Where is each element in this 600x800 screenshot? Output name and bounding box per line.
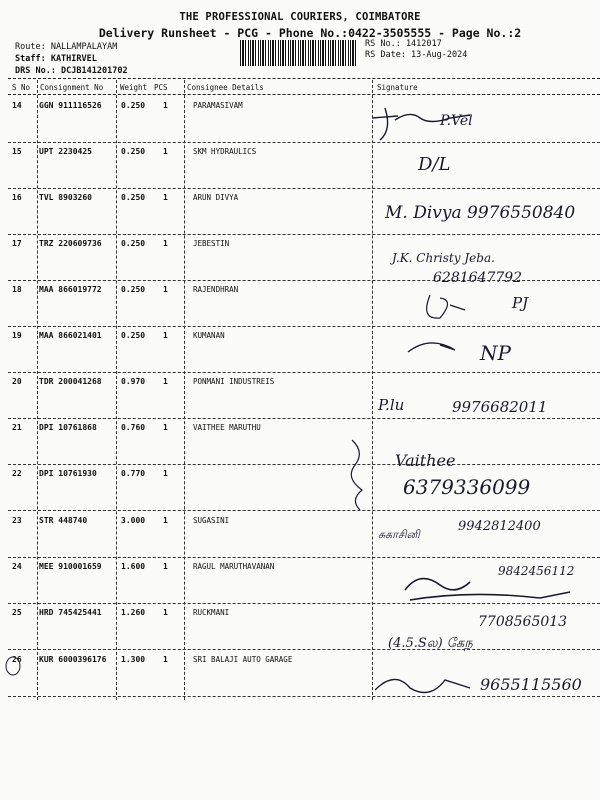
row-sno: 18 (12, 285, 22, 294)
signature-row-14: P.Vel (440, 113, 473, 129)
col-header-pcs: PCS (154, 83, 168, 92)
row-sno: 15 (12, 147, 22, 156)
row-sno: 16 (12, 193, 22, 202)
consignee-name: SKM HYDRAULICS (193, 147, 257, 156)
weight-value: 0.250 (121, 239, 146, 248)
row-sno: 24 (12, 562, 22, 571)
row-sno: 21 (12, 423, 22, 432)
signature-row-22-phone: 6379336099 (403, 475, 531, 499)
rs-number: RS No.: 1412017 (365, 39, 442, 49)
consignee-name: PONMANI INDUSTREIS (193, 377, 275, 386)
consignment-number: TRZ 220609736 (39, 239, 102, 248)
signature-row-23-phone: 9942812400 (458, 519, 541, 534)
row-sno: 22 (12, 469, 22, 478)
pcs-value: 1 (163, 469, 168, 478)
weight-value: 3.000 (121, 516, 146, 525)
row-sno: 23 (12, 516, 22, 525)
runsheet-title: Delivery Runsheet - PCG - Phone No.:0422-3505555 - Page No.:2 (98, 26, 522, 40)
signature-row-18: PJ (512, 294, 529, 312)
consignment-number: UPT 2230425 (39, 147, 92, 156)
consignee-name: ARUN DIVYA (193, 193, 239, 202)
weight-value: 0.250 (121, 147, 146, 156)
col-header-signature: Signature (377, 83, 418, 92)
row-sno: 17 (12, 239, 22, 248)
staff-label: Staff: KATHIRVEL (15, 54, 97, 64)
drs-number: DRS No.: DCJB141201702 (15, 66, 128, 76)
pcs-value: 1 (163, 331, 168, 340)
weight-value: 1.260 (121, 608, 146, 617)
weight-value: 0.760 (121, 423, 146, 432)
consignment-number: KUR 6000396176 (39, 655, 107, 664)
weight-value: 0.250 (121, 331, 146, 340)
signature-row-20-phone: 9976682011 (452, 398, 548, 416)
consignee-name: KUMANAN (193, 331, 225, 340)
signature-row-22-name: Vaithee (395, 451, 456, 470)
consignee-name: VAITHEE MARUTHU (193, 423, 261, 432)
consignee-name: RUCKMANI (193, 608, 230, 617)
consignment-number: MAA 866019772 (39, 285, 102, 294)
pcs-value: 1 (163, 655, 168, 664)
row-sno: 14 (12, 101, 22, 110)
weight-value: 0.250 (121, 285, 146, 294)
weight-value: 0.250 (121, 101, 146, 110)
signature-row-17-phone: 6281647792 (433, 270, 523, 286)
col-header-sno: S No (12, 83, 31, 92)
consignment-number: MAA 866021401 (39, 331, 102, 340)
row-sno: 26 (12, 655, 22, 664)
consignee-name: SUGASINI (193, 516, 230, 525)
col-header-weight: Weight (120, 83, 148, 92)
weight-value: 0.250 (121, 193, 146, 202)
signature-row-17-name: J.K. Christy Jeba. (392, 251, 495, 265)
signature-row-19: NP (480, 341, 511, 365)
consignment-number: STR 448740 (39, 516, 88, 525)
signature-row-25-name: (4.5.Sல) கேந (388, 636, 473, 651)
pcs-value: 1 (163, 193, 168, 202)
consignment-number: MEE 910001659 (39, 562, 102, 571)
pcs-value: 1 (163, 608, 168, 617)
signature-row-15: D/L (418, 154, 451, 175)
consignee-name: PARAMASIVAM (193, 101, 243, 110)
consignment-number: TVL 8903260 (39, 193, 92, 202)
consignment-number: DPI 10761868 (39, 423, 97, 432)
signature-row-23-name: சுகாசினி (378, 528, 420, 541)
col-header-consignment: Consignment No (40, 83, 104, 92)
consignee-name: JEBESTIN (193, 239, 230, 248)
col-header-consignee: Consignee Details (187, 83, 264, 92)
signature-row-24-phone: 9842456112 (498, 564, 575, 578)
consignment-number: DPI 10761930 (39, 469, 97, 478)
circled-marker (6, 657, 20, 675)
signature-row-26-phone: 9655115560 (480, 675, 582, 694)
consignee-name: RAJENDHRAN (193, 285, 239, 294)
company-title: THE PROFESSIONAL COURIERS, COIMBATORE (179, 11, 421, 23)
pcs-value: 1 (163, 285, 168, 294)
consignee-name: SRI BALAJI AUTO GARAGE (193, 655, 293, 664)
pcs-value: 1 (163, 423, 168, 432)
row-sno: 25 (12, 608, 22, 617)
pcs-value: 1 (163, 562, 168, 571)
weight-value: 1.600 (121, 562, 146, 571)
signature-row-20-initials: P.lu (378, 396, 405, 414)
consignment-number: GGN 911116526 (39, 101, 102, 110)
pcs-value: 1 (163, 147, 168, 156)
consignee-name: RAGUL MARUTHAVANAN (193, 562, 275, 571)
consignment-number: HRD 745425441 (39, 608, 102, 617)
signature-row-16: M. Divya 9976550840 (385, 203, 576, 223)
pcs-value: 1 (163, 101, 168, 110)
signature-row-25-phone: 7708565013 (478, 614, 568, 630)
weight-value: 0.770 (121, 469, 146, 478)
row-sno: 20 (12, 377, 22, 386)
consignment-number: TDR 200041268 (39, 377, 102, 386)
rs-date: RS Date: 13-Aug-2024 (365, 50, 468, 60)
weight-value: 1.300 (121, 655, 146, 664)
weight-value: 0.970 (121, 377, 146, 386)
pcs-value: 1 (163, 516, 168, 525)
pcs-value: 1 (163, 377, 168, 386)
route-label: Route: NALLAMPALAYAM (15, 42, 118, 52)
pcs-value: 1 (163, 239, 168, 248)
row-sno: 19 (12, 331, 22, 340)
